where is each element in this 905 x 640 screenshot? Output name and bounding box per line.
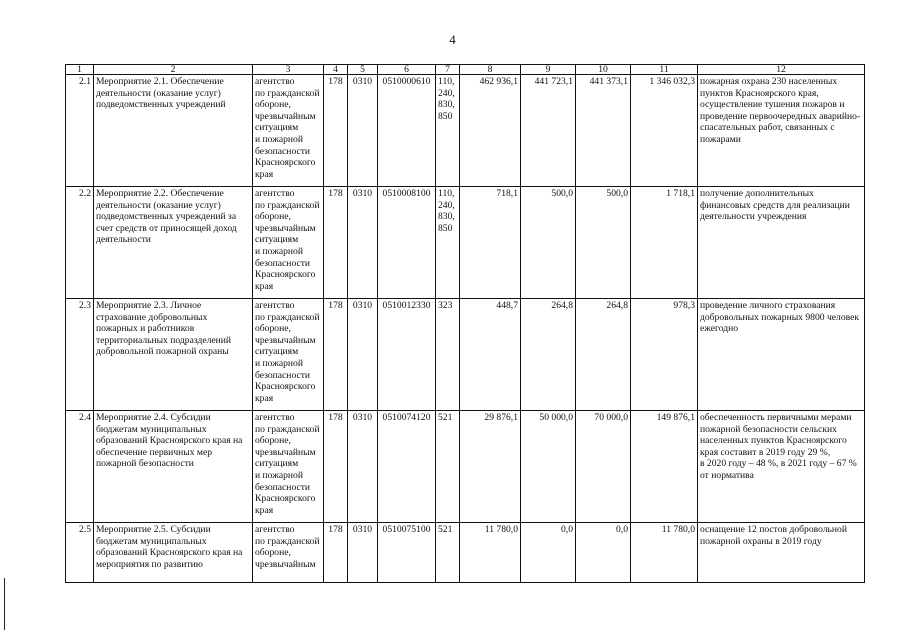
expected-result: обеспеченность первичными мерами пожарной безопасности сельских населенных пунктов Красноярского края составит в 2019 году 29 %, в 2020 году – 48 %, в 2021 году – 67 % от норматива (698, 411, 865, 523)
grbs-code: 178 (324, 523, 348, 583)
table-row (66, 523, 865, 583)
column-header: 10 (576, 65, 631, 75)
expense-type-code: 110, 240, 830, 850 (436, 75, 460, 187)
amount-2019: 462 936,1 (460, 75, 521, 187)
grbs-code: 178 (324, 187, 348, 299)
activity-name: Мероприятие 2.4. Субсидии бюджетам муниципальных образований Красноярского края на обеспечение первичных мер пожарной безопасности (94, 411, 253, 523)
expense-type-code: 323 (436, 299, 460, 411)
column-header: 12 (698, 65, 865, 75)
amount-2020: 500,0 (521, 187, 576, 299)
responsible-agency: агентство по гражданской обороне, чрезвычайным ситуациям и пожарной безопасности Красноярского края (253, 299, 324, 411)
target-article-code: 0510000610 (378, 75, 436, 187)
table-row (66, 75, 865, 187)
activity-name: Мероприятие 2.5. Субсидии бюджетам муниципальных образований Красноярского края на мероприятия по развитию (94, 523, 253, 583)
amount-2021: 0,0 (576, 523, 631, 583)
table-header-row (66, 65, 865, 75)
amount-2020: 264,8 (521, 299, 576, 411)
section-code: 0310 (348, 187, 378, 299)
section-code: 0310 (348, 75, 378, 187)
amount-total: 149 876,1 (631, 411, 698, 523)
page-number: 4 (449, 32, 456, 47)
program-activities-table (65, 64, 865, 583)
responsible-agency: агентство по гражданской обороне, чрезвычайным ситуациям и пожарной безопасности Красноярского края (253, 411, 324, 523)
column-header: 5 (348, 65, 378, 75)
expense-type-code: 110, 240, 830, 850 (436, 187, 460, 299)
amount-2019: 11 780,0 (460, 523, 521, 583)
grbs-code: 178 (324, 299, 348, 411)
amount-2019: 718,1 (460, 187, 521, 299)
responsible-agency: агентство по гражданской обороне, чрезвычайным ситуациям и пожарной безопасности Красноярского края (253, 187, 324, 299)
section-code: 0310 (348, 411, 378, 523)
column-header: 2 (94, 65, 253, 75)
row-number: 2.3 (66, 299, 94, 411)
table-row (66, 411, 865, 523)
grbs-code: 178 (324, 75, 348, 187)
target-article-code: 0510008100 (378, 187, 436, 299)
expected-result: проведение личного страхования добровольных пожарных 9800 человек ежегодно (698, 299, 865, 411)
responsible-agency: агентство по гражданской обороне, чрезвычайным (253, 523, 324, 583)
expected-result: получение дополнительных финансовых средств для реализации деятельности учреждения (698, 187, 865, 299)
amount-2021: 264,8 (576, 299, 631, 411)
scan-edge-line (4, 578, 5, 630)
expense-type-code: 521 (436, 523, 460, 583)
table-row (66, 187, 865, 299)
row-number: 2.1 (66, 75, 94, 187)
grbs-code: 178 (324, 411, 348, 523)
target-article-code: 0510075100 (378, 523, 436, 583)
expected-result: пожарная охрана 230 населенных пунктов Красноярского края, осуществление тушения пожаров и проведение первоочередных аварийно-спасательных работ, связанных с пожарами (698, 75, 865, 187)
amount-total: 978,3 (631, 299, 698, 411)
column-header: 6 (378, 65, 436, 75)
activity-name: Мероприятие 2.2. Обеспечение деятельности (оказание услуг) подведомственных учреждений за счет средств от приносящей доход деятельности (94, 187, 253, 299)
column-header: 8 (460, 65, 521, 75)
amount-2019: 448,7 (460, 299, 521, 411)
column-header: 1 (66, 65, 94, 75)
row-number: 2.4 (66, 411, 94, 523)
column-header: 11 (631, 65, 698, 75)
column-header: 3 (253, 65, 324, 75)
table-row (66, 299, 865, 411)
amount-2021: 500,0 (576, 187, 631, 299)
row-number: 2.5 (66, 523, 94, 583)
amount-2020: 50 000,0 (521, 411, 576, 523)
amount-2020: 0,0 (521, 523, 576, 583)
row-number: 2.2 (66, 187, 94, 299)
column-header: 4 (324, 65, 348, 75)
amount-total: 11 780,0 (631, 523, 698, 583)
column-header: 7 (436, 65, 460, 75)
section-code: 0310 (348, 299, 378, 411)
section-code: 0310 (348, 523, 378, 583)
target-article-code: 0510074120 (378, 411, 436, 523)
responsible-agency: агентство по гражданской обороне, чрезвычайным ситуациям и пожарной безопасности Красноярского края (253, 75, 324, 187)
amount-2021: 441 373,1 (576, 75, 631, 187)
expected-result: оснащение 12 постов добровольной пожарной охраны в 2019 году (698, 523, 865, 583)
amount-2021: 70 000,0 (576, 411, 631, 523)
target-article-code: 0510012330 (378, 299, 436, 411)
column-header: 9 (521, 65, 576, 75)
activity-name: Мероприятие 2.1. Обеспечение деятельности (оказание услуг) подведомственных учреждений (94, 75, 253, 187)
amount-2019: 29 876,1 (460, 411, 521, 523)
expense-type-code: 521 (436, 411, 460, 523)
activity-name: Мероприятие 2.3. Личное страхование добровольных пожарных и работников территориальных подразделений добровольной пожарной охраны (94, 299, 253, 411)
amount-2020: 441 723,1 (521, 75, 576, 187)
amount-total: 1 346 032,3 (631, 75, 698, 187)
amount-total: 1 718,1 (631, 187, 698, 299)
